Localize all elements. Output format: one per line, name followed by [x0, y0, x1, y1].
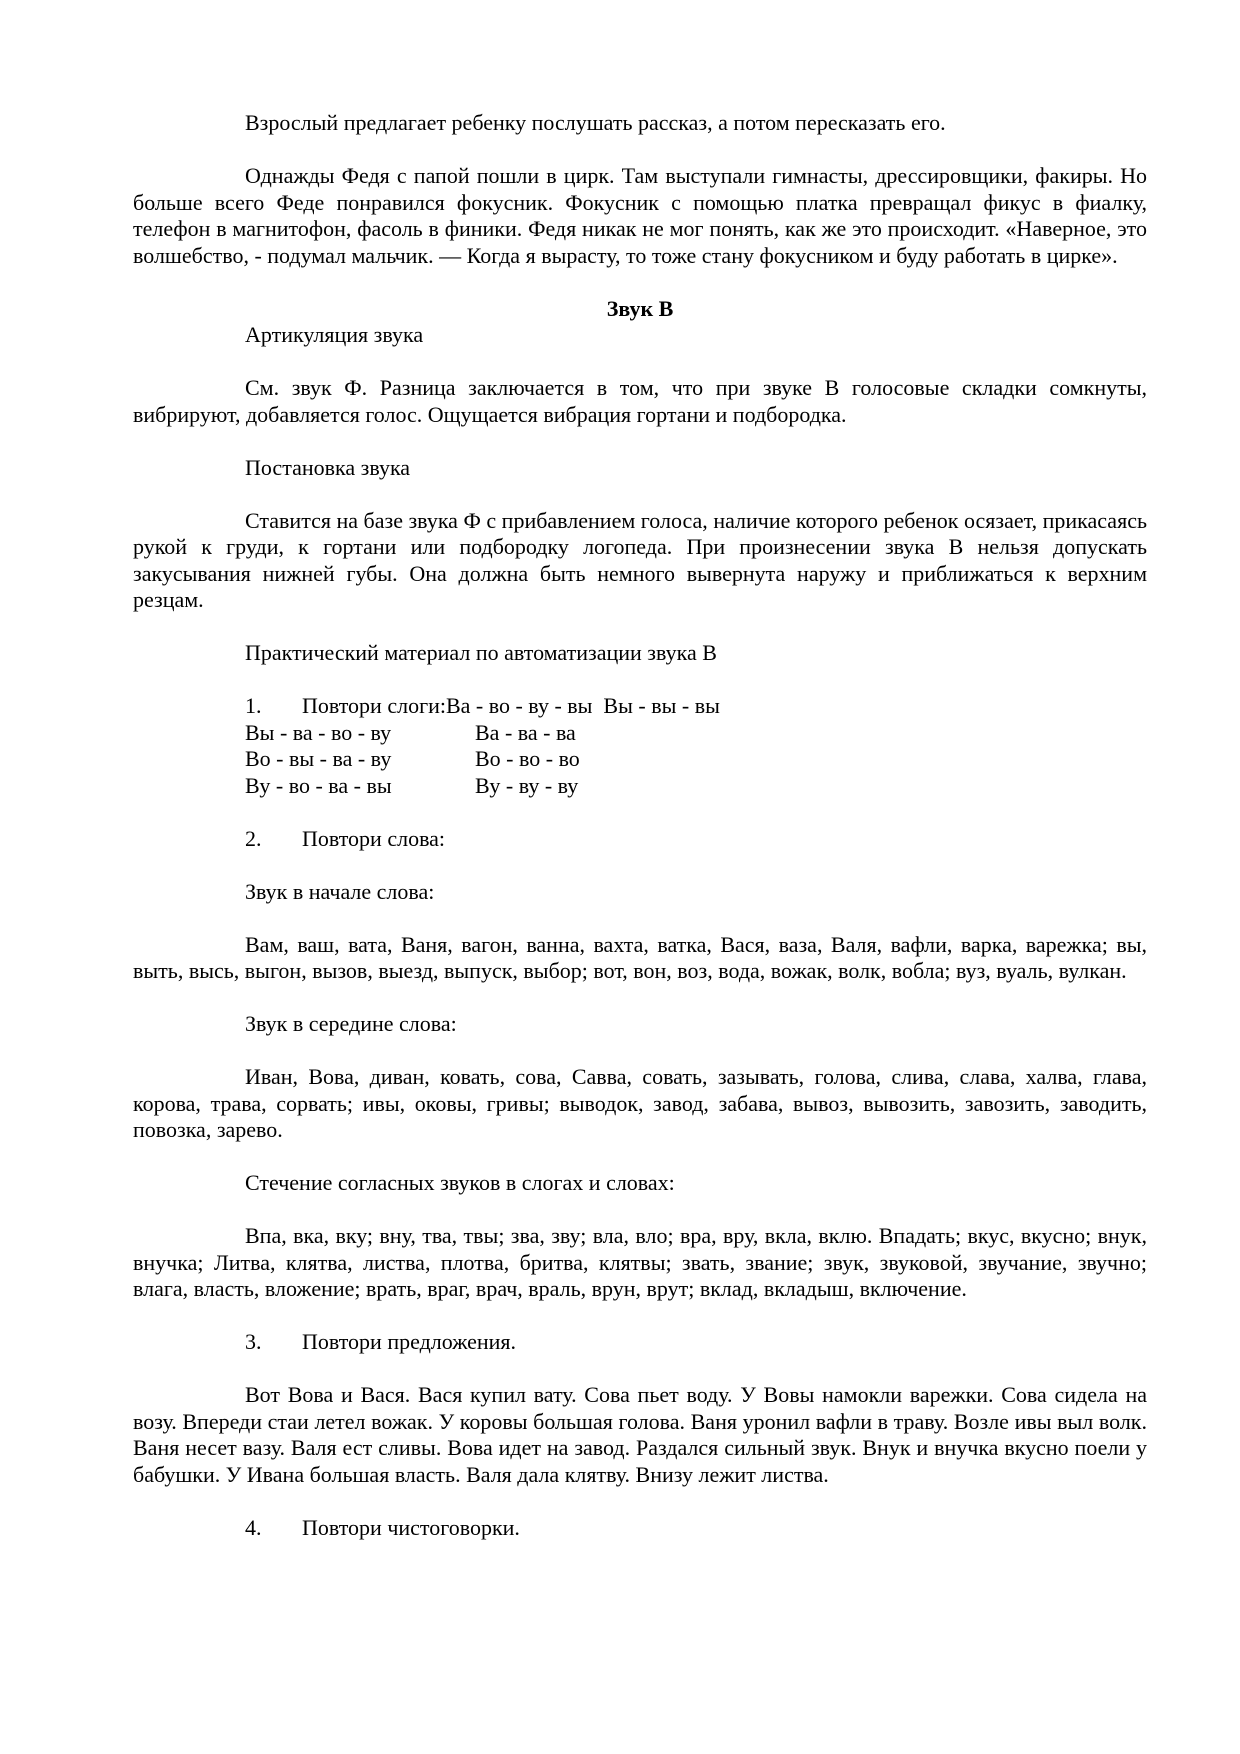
task-1-repeat-syllables: [133, 693, 1147, 799]
word-medial-paragraph: Иван, Вова, диван, ковать, сова, Савва, совать, зазывать, голова, слива, слава, халва, глава, корова, трава, сорвать; ивы, оковы, гривы; выводок, завод, забава, вывоз, вывозить, завозить, заводить, повозка, зарево.: [133, 1064, 1147, 1142]
word-initial-title: Звук в начале слова:: [245, 878, 435, 904]
syllable-row: [133, 746, 1147, 773]
task-1-label: Повтори слоги:Ва - во - ву - вы Вы - вы - вы: [302, 693, 720, 718]
task-3-label: Повтори предложения.: [302, 1329, 517, 1354]
task-1-line: [133, 693, 1147, 720]
syllable-row: [133, 720, 1147, 747]
setup-paragraph: Ставится на базе звука Ф с прибавлением голоса, наличие которого ребенок осязает, прикасаясь рукой к груди, к гортани или подбородку логопеда. При произнесении звука В нельзя допускать закусывания нижней губы. Она должна быть немного вывернута наружу и приближаться к верхним резцам.: [133, 507, 1147, 612]
task-1-number: 1.: [245, 693, 262, 718]
clusters-title: Стечение согласных звуков в слогах и словах:: [245, 1170, 675, 1195]
syllable-row-col2: Ва - ва - ва: [475, 719, 576, 745]
task-2-repeat-words: [133, 826, 1147, 853]
story-paragraph: Однажды Федя с папой пошли в цирк. Там выступали гимнасты, дрессировщики, факиры. Но больше всего Феде понравился фокусник. Фокусник с помощью платка превращал фикус в фиалку, телефон в магнитофон, фасоль в финики. Федя никак не мог понять, как же это происходит. «Наверное, это волшебство, - подумал мальчик. — Когда я вырасту, то тоже стану фокусником и буду работать в цирке».: [133, 163, 1147, 268]
articulation-title: Артикуляция звука: [245, 322, 424, 347]
setup-title: Постановка звука: [245, 454, 411, 480]
intro-paragraph: Взрослый предлагает ребенку послушать рассказ, а потом пересказать его.: [245, 110, 946, 135]
syllable-row-col1: Ву - во - ва - вы: [245, 772, 392, 798]
task-4-repeat-cleanspeech: [133, 1515, 1147, 1542]
word-initial-paragraph: Вам, ваш, вата, Ваня, вагон, ванна, вахта, ватка, Вася, ваза, Валя, вафли, варка, варежка; вы, выть, высь, выгон, вызов, выезд, выпуск, выбор; вот, вон, воз, вода, вожак, волк, вобла; вуз, вуаль, вулкан.: [133, 931, 1147, 983]
task-3-number: 3.: [245, 1329, 262, 1354]
task-2-label: Повтори слова:: [302, 825, 446, 851]
syllable-row-col1: Вы - ва - во - ву: [245, 719, 392, 745]
articulation-paragraph: См. звук Ф. Разница заключается в том, что при звуке В голосовые складки сомкнуты, вибрируют, добавляется голос. Ощущается вибрация гортани и подбородка.: [133, 375, 1147, 427]
clusters-paragraph: Впа, вка, вку; вну, тва, твы; зва, зву; вла, вло; вра, вру, вкла, вклю. Впадать; вкус, вкусно; внук, внучка; Литва, клятва, листва, плотва, бритва, клятвы; звать, звание; звук, звуковой, звучание, звучно; влага, власть, вложение; врать, враг, врач, враль, врун, врут; вклад, вкладыш, включение.: [133, 1223, 1147, 1301]
syllable-row-col1: Во - вы - ва - ву: [245, 746, 392, 771]
sentences-paragraph: Вот Вова и Вася. Вася купил вату. Сова пьет воду. У Вовы намокли варежки. Сова сидела на возу. Впереди стаи летел вожак. У коровы большая голова. Ваня уронил вафли в траву. Возле ивы выл волк. Ваня несет вазу. Валя ест сливы. Вова идет на завод. Раздался сильный звук. Внук и внучка вкусно поели у бабушки. У Ивана большая власть. Валя дала клятву. Внизу лежит листва.: [133, 1382, 1147, 1487]
syllable-row-col2: Ву - ву - ву: [475, 772, 579, 798]
task-4-number: 4.: [245, 1514, 262, 1540]
practice-title: Практический материал по автоматизации звука В: [245, 640, 717, 665]
task-4-label: Повтори чистоговорки.: [302, 1514, 520, 1540]
task-3-repeat-sentences: [133, 1329, 1147, 1356]
syllable-row: [133, 773, 1147, 800]
task-2-number: 2.: [245, 825, 262, 851]
syllable-row-col2: Во - во - во: [475, 746, 580, 771]
sound-heading: Звук В: [606, 295, 674, 321]
word-medial-title: Звук в середине слова:: [245, 1011, 457, 1036]
